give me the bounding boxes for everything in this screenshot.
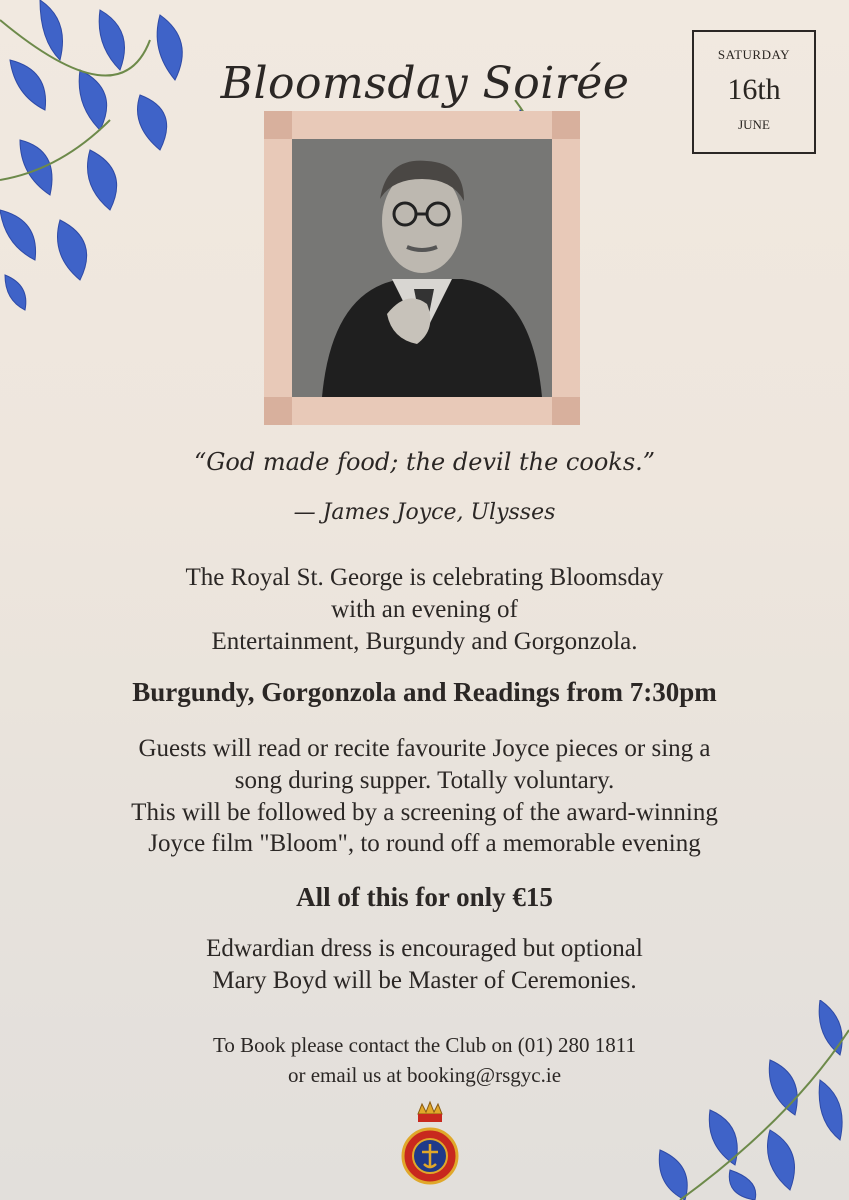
- details-paragraph: [0, 733, 849, 860]
- portrait-illustration: [292, 139, 552, 397]
- portrait-photo: [292, 139, 552, 397]
- date-day: 16th: [727, 73, 781, 106]
- intro-line: Entertainment, Burgundy and Gorgonzola.: [211, 627, 638, 655]
- details-line: Joyce film "Bloom", to round off a memorable evening: [148, 830, 701, 858]
- intro-paragraph: [0, 562, 849, 657]
- booking-line: To Book please contact the Club on (01) 280 1811: [213, 1033, 636, 1057]
- highlight-line: Burgundy, Gorgonzola and Readings from 7:30pm: [132, 677, 717, 707]
- portrait-frame: [264, 111, 580, 425]
- intro-line: with an evening of: [331, 595, 518, 623]
- booking-info: [0, 1030, 849, 1091]
- notes-line: Edwardian dress is encouraged but optional: [206, 935, 643, 962]
- notes-paragraph: [0, 933, 849, 997]
- details-line: This will be followed by a screening of the award-winning: [131, 798, 718, 826]
- date-weekday: SATURDAY: [717, 47, 791, 62]
- frame-corner: [552, 111, 580, 139]
- event-title: Bloomsday Soirée: [220, 58, 630, 109]
- frame-corner: [552, 397, 580, 425]
- details-line: Guests will read or recite favourite Joyce pieces or sing a: [138, 735, 711, 762]
- notes-line: Mary Boyd will be Master of Ceremonies.: [212, 966, 637, 994]
- quote-text: “God made food; the devil the cooks.”: [193, 448, 656, 476]
- bluebell-flowers-top-left: [0, 0, 230, 320]
- frame-corner: [264, 397, 292, 425]
- frame-corner: [264, 111, 292, 139]
- club-crest-logo: [400, 1100, 460, 1188]
- intro-line: The Royal St. George is celebrating Bloomsday: [185, 564, 664, 591]
- booking-line: or email us at booking@rsgyc.ie: [287, 1063, 562, 1088]
- quote-attribution: — James Joyce, Ulysses: [293, 500, 556, 525]
- date-month: JUNE: [738, 117, 770, 132]
- details-line: song during supper. Totally voluntary.: [234, 766, 615, 794]
- date-box: [692, 30, 816, 154]
- price-line: All of this for only €15: [296, 882, 553, 912]
